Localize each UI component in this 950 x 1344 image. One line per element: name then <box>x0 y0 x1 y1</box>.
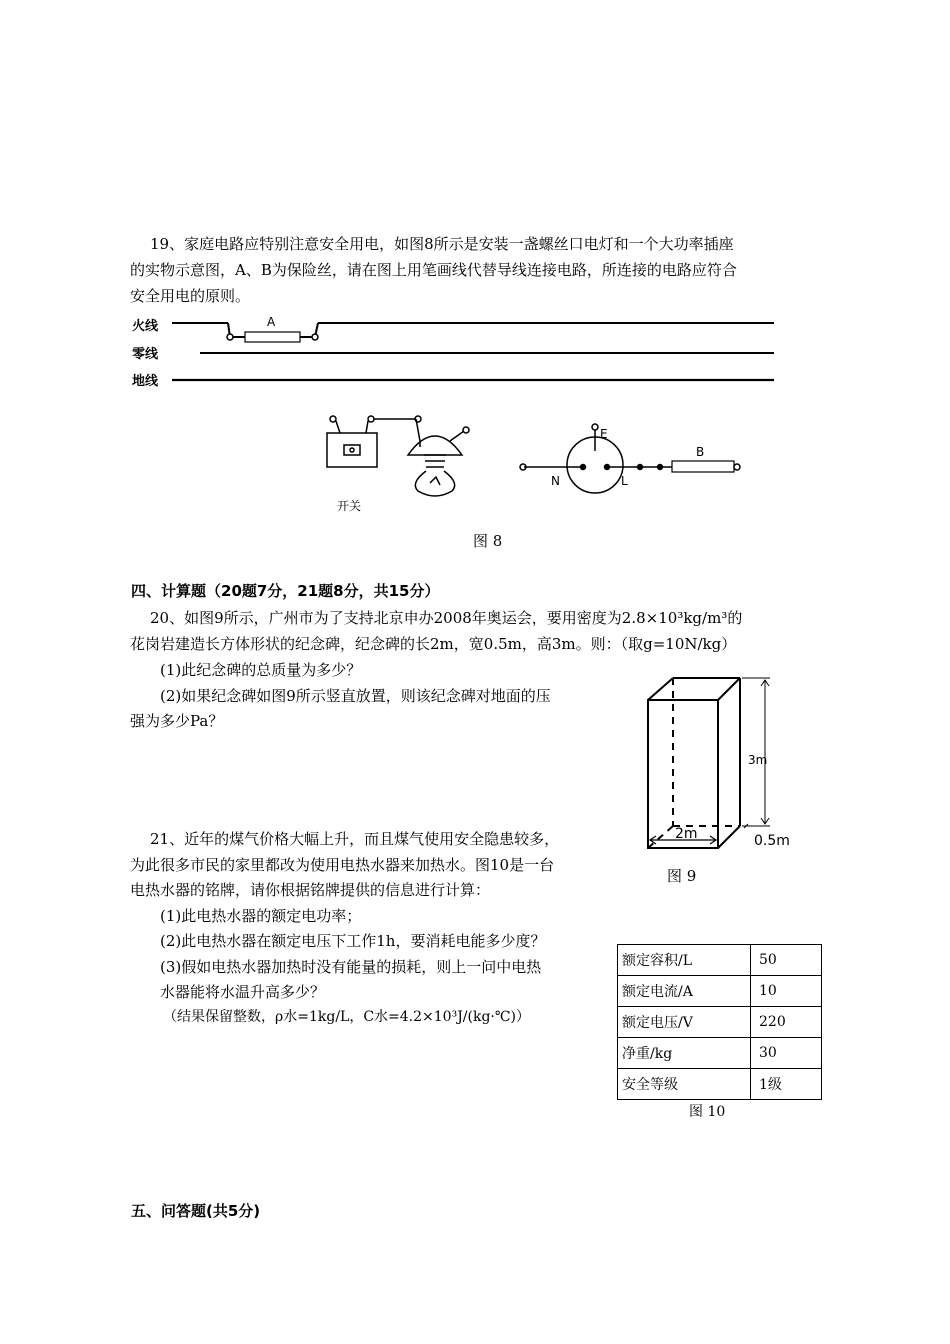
table-cell-value: 10 <box>751 976 822 1007</box>
q20-line-1: 20、如图9所示，广州市为了支持北京申办2008年奥运会，要用密度为2.8×10³kg/m³的 <box>150 609 743 627</box>
figure-9-caption: 图 9 <box>667 867 697 885</box>
switch-label: 开关 <box>337 499 362 513</box>
q19-line-1: 19、家庭电路应特别注意安全用电，如图8所示是安装一盏螺丝口电灯和一个大功率插座 <box>150 235 734 253</box>
table-cell-key: 安全等级 <box>618 1069 751 1100</box>
q21-sub-2: (2)此电热水器在额定电压下工作1h，要消耗电能多少度？ <box>160 932 546 950</box>
q21-sub-3a: (3)假如电热水器加热时没有能量的损耗，则上一问中电热 <box>160 958 542 976</box>
q21-line-1: 21、近年的煤气价格大幅上升，而且煤气使用安全隐患较多， <box>150 830 560 848</box>
section-4-title: 四、计算题（20题7分，21题8分，共15分） <box>131 582 440 600</box>
length-label: 2m <box>675 826 698 842</box>
q20-sub-2a: (2)如果纪念碑如图9所示竖直放置，则该纪念碑对地面的压 <box>160 687 551 705</box>
table-row <box>618 1069 822 1100</box>
socket <box>520 424 672 493</box>
q19-line-2: 的实物示意图，A、B为保险丝，请在图上用笔画线代替导线连接电路，所连接的电路应符合 <box>130 261 737 279</box>
fuse-a <box>245 332 300 342</box>
table-cell-key: 额定电压/V <box>618 1007 751 1038</box>
q21-sub-1: (1)此电热水器的额定电功率； <box>160 907 362 925</box>
table-row <box>618 945 822 976</box>
switch <box>327 416 377 467</box>
table-cell-key: 额定容积/L <box>618 945 751 976</box>
width-label: 0.5m <box>754 833 790 849</box>
figure-9-monument <box>640 670 820 890</box>
q19-line-3: 安全用电的原则。 <box>130 287 251 305</box>
table-row <box>618 1007 822 1038</box>
table-row <box>618 976 822 1007</box>
figure-10-nameplate-table <box>617 944 822 1100</box>
table-cell-value: 30 <box>751 1038 822 1069</box>
table-cell-value: 1级 <box>751 1069 822 1100</box>
live-wire-label: 火线 <box>132 319 159 334</box>
ground-wire-label: 地线 <box>132 374 159 389</box>
height-label: 3m <box>748 753 768 767</box>
neutral-wire-label: 零线 <box>132 347 159 362</box>
fuse-a-label: A <box>267 315 276 329</box>
fuse-a-terminal-left <box>227 334 233 340</box>
table-cell-key: 额定电流/A <box>618 976 751 1007</box>
table-cell-value: 50 <box>751 945 822 976</box>
socket-n-label: N <box>551 474 560 488</box>
q21-line-2: 为此很多市民的家里都改为使用电热水器来加热水。图10是一台 <box>130 856 555 874</box>
section-5-title: 五、问答题(共5分) <box>131 1202 261 1220</box>
q21-sub-3b: 水器能将水温升高多少？ <box>160 983 326 1001</box>
fuse-b-label: B <box>696 445 705 459</box>
fuse-a-terminal-right <box>312 334 318 340</box>
q20-sub-1: (1)此纪念碑的总质量为多少？ <box>160 661 362 679</box>
figure-10-caption: 图 10 <box>689 1104 726 1120</box>
q20-sub-2b: 强为多少Pa？ <box>130 712 224 730</box>
figure-8-wiring-diagram <box>120 305 800 565</box>
table-cell-value: 220 <box>751 1007 822 1038</box>
figure-8-caption: 图 8 <box>473 532 503 550</box>
q20-line-2: 花岗岩建造长方体形状的纪念碑，纪念碑的长2m，宽0.5m，高3m。则：（取g=10N/kg） <box>130 635 737 653</box>
table-row <box>618 1038 822 1069</box>
fuse-b <box>672 461 734 472</box>
q21-note: （结果保留整数，ρ水=1kg/L，C水=4.2×10³J/(kg·℃)） <box>163 1009 531 1025</box>
socket-e-label: E <box>600 427 608 441</box>
q21-line-3: 电热水器的铭牌，请你根据铭牌提供的信息进行计算： <box>130 881 491 899</box>
socket-l-label: L <box>621 474 628 488</box>
table-cell-key: 净重/kg <box>618 1038 751 1069</box>
